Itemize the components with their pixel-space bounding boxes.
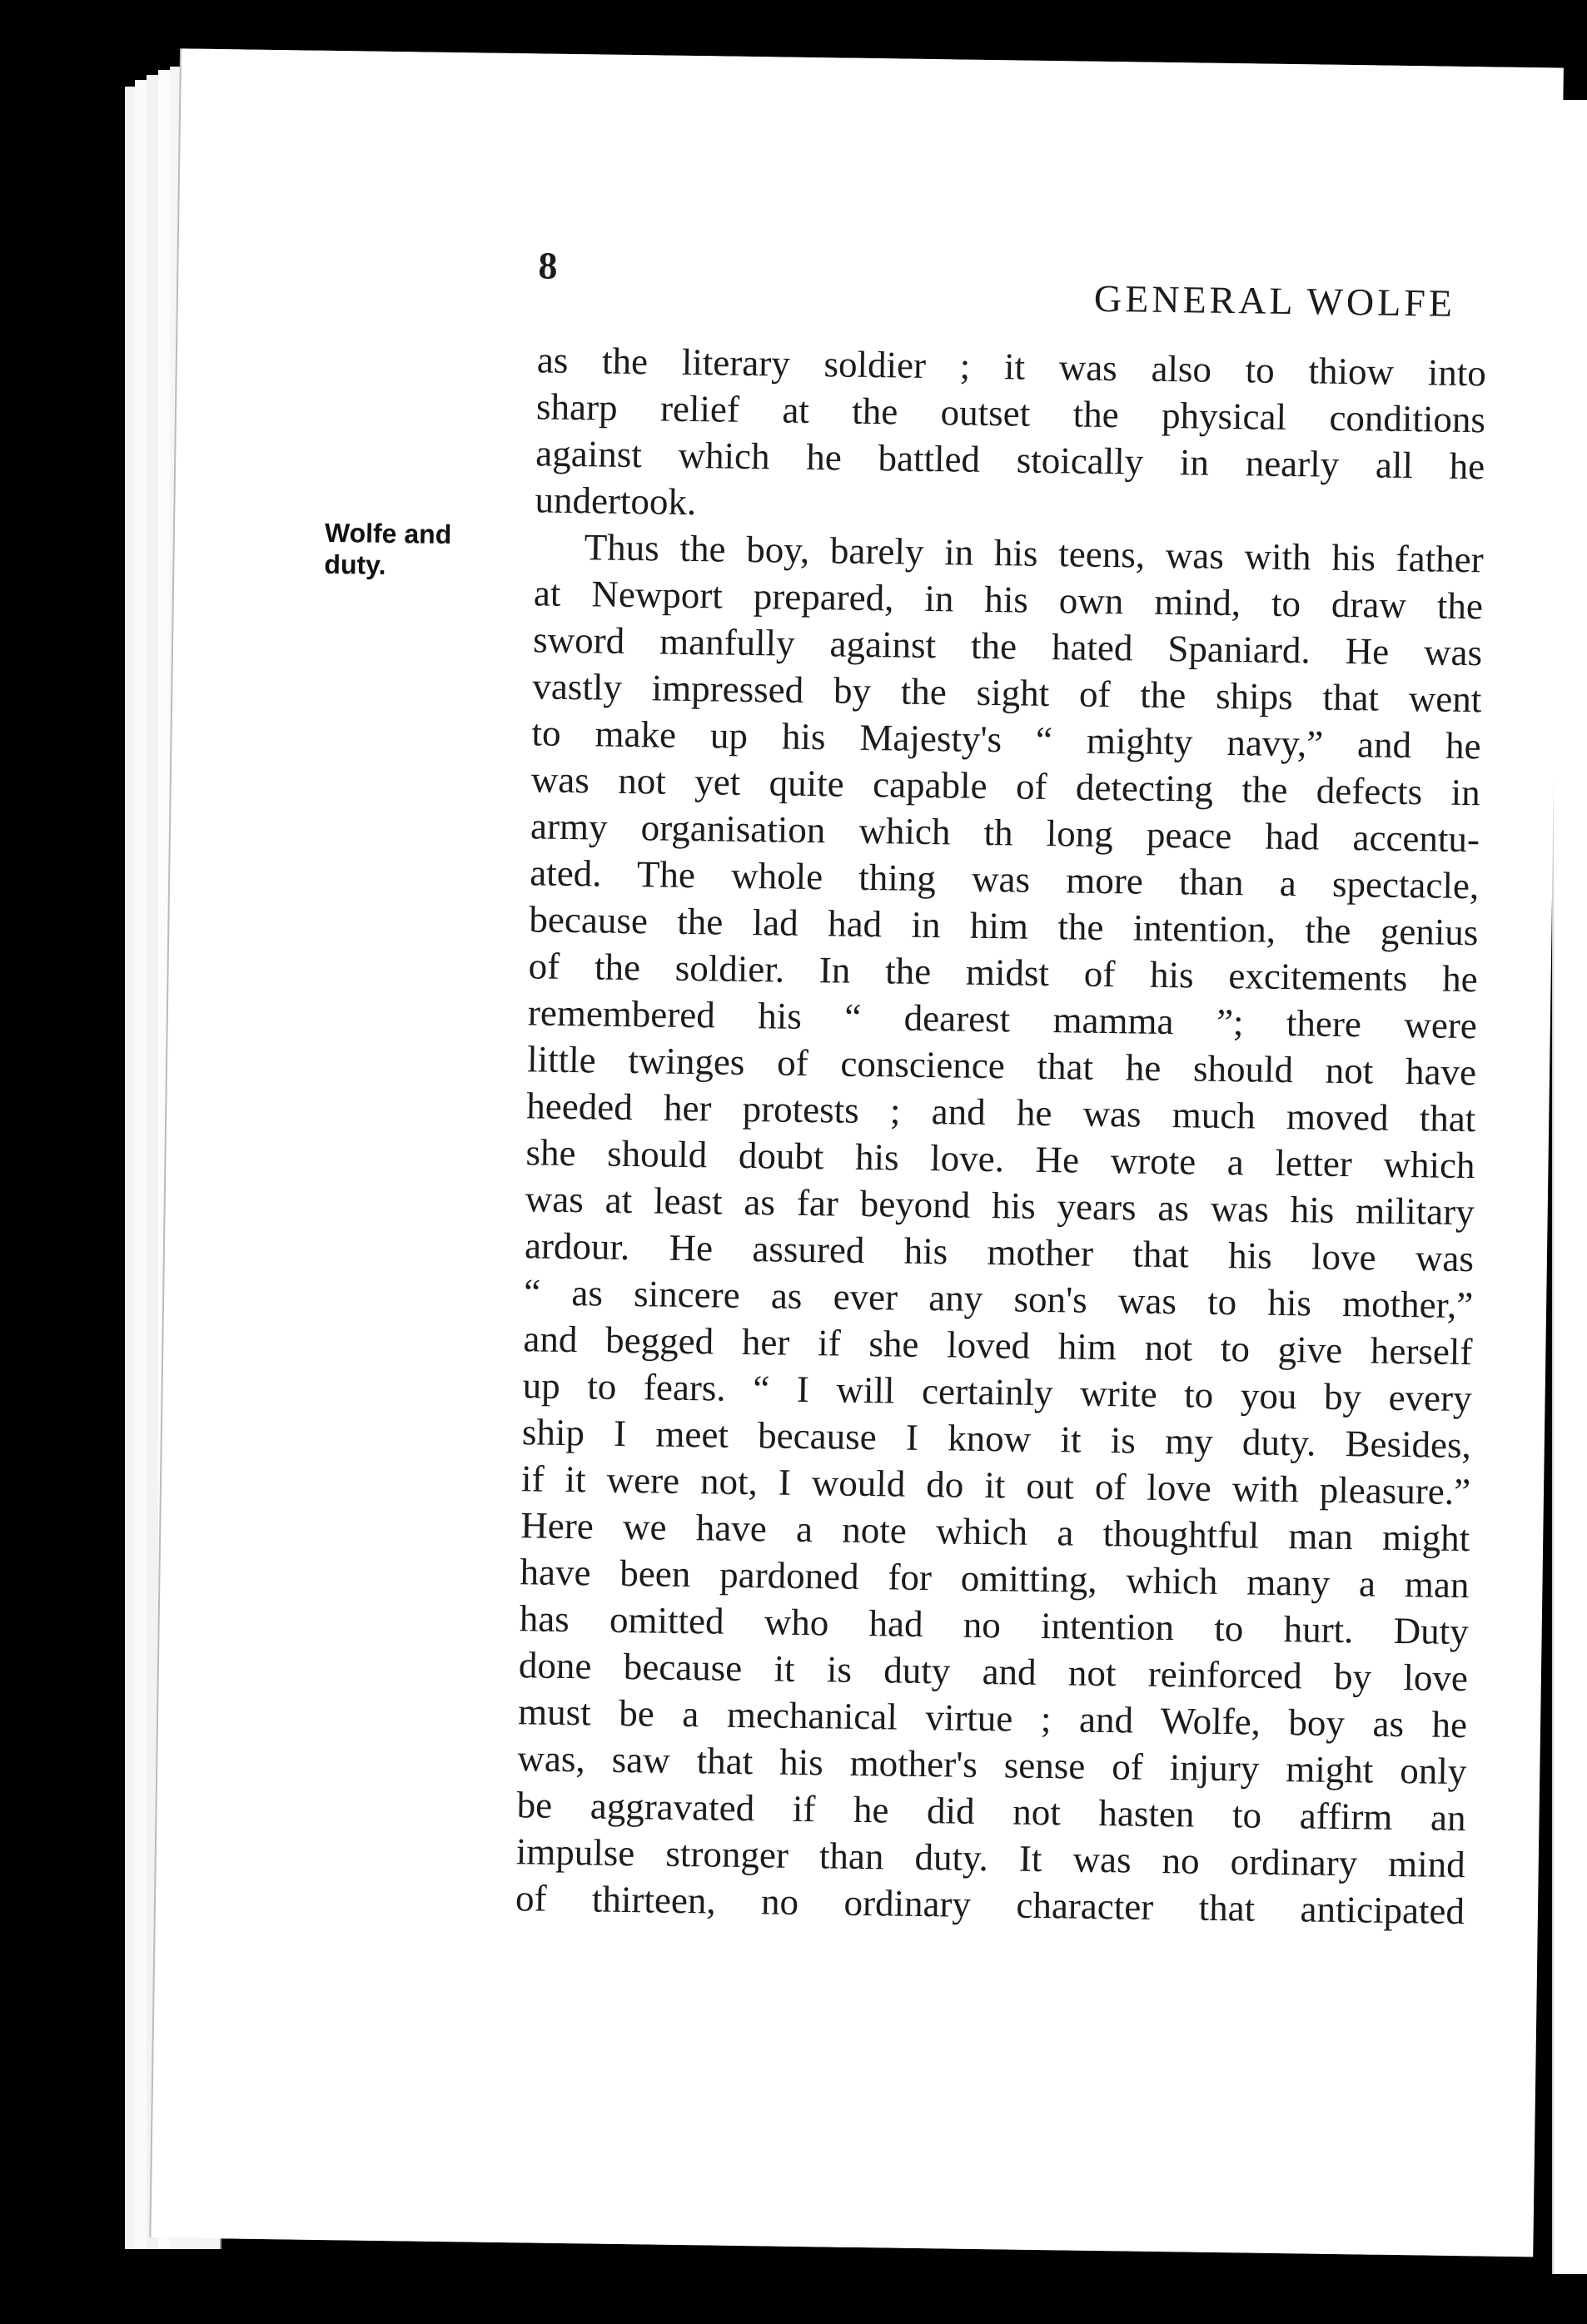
- body-text: [515, 336, 1486, 1934]
- text-line: done because it is duty and not reinforced by love: [518, 1644, 1469, 1700]
- text-line: was not yet quite capable of detecting the defects in: [530, 758, 1481, 814]
- text-line: ardour. He assured his mother that his love was: [524, 1224, 1475, 1280]
- margin-note-line: Wolfe and: [324, 517, 452, 549]
- text-line: Here we have a note which a thoughtful man might: [520, 1504, 1470, 1560]
- text-line: vastly impressed by the sight of the ships that went: [532, 665, 1482, 721]
- text-line: was, saw that his mother's sense of injury might only: [517, 1737, 1467, 1793]
- text-line: sharp relief at the outset the physical conditions: [535, 385, 1486, 441]
- text-line: against which he battled stoically in nearly all he: [535, 432, 1485, 488]
- text-line: has omitted who had no intention to hurt. Duty: [519, 1597, 1470, 1653]
- text-line: little twinges of conscience that he should not have: [526, 1038, 1477, 1094]
- text-line: because the lad had in him the intention, the genius: [529, 898, 1479, 954]
- text-line: sword manfully against the hated Spaniard. He was: [532, 618, 1483, 674]
- margin-note-line: duty.: [324, 549, 386, 580]
- text-line: Thus the boy, barely in his teens, was with his father: [584, 526, 1485, 581]
- text-line: up to fears. “ I will certainly write to you by every: [522, 1364, 1472, 1420]
- text-line: and begged her if she loved him not to give herself: [523, 1318, 1473, 1373]
- text-line: as the literary soldier ; it was also to thiow into: [536, 339, 1487, 395]
- text-line: ship I meet because I know it is my duty. Besides,: [521, 1411, 1472, 1467]
- text-line: of the soldier. In the midst of his excitements he: [528, 945, 1478, 1001]
- text-line: army organisation which th long peace had accentu-: [530, 805, 1480, 861]
- running-title: GENERAL WOLFE: [1093, 276, 1456, 325]
- text-line: at Newport prepared, in his own mind, to draw the: [533, 572, 1484, 628]
- text-line: undertook.: [535, 479, 697, 524]
- text-line: ated. The whole thing was more than a spectacle,: [529, 852, 1480, 907]
- text-line: if it were not, I would do it out of love with pleasure.”: [520, 1457, 1471, 1513]
- text-line: impulse stronger than duty. It was no ordinary mind: [515, 1830, 1466, 1886]
- text-line: have been pardoned for omitting, which many a man: [520, 1551, 1470, 1606]
- text-line: must be a mechanical virtue ; and Wolfe, boy as he: [517, 1691, 1468, 1746]
- text-line: heeded her protests ; and he was much moved that: [526, 1085, 1476, 1140]
- text-line: she should doubt his love. He wrote a letter which: [525, 1131, 1475, 1187]
- text-line: to make up his Majesty's “ mighty navy,” and he: [531, 712, 1481, 767]
- text-line: be aggravated if he did not hasten to affirm an: [516, 1784, 1466, 1840]
- text-line: remembered his “ dearest mamma ”; there were: [527, 991, 1478, 1047]
- margin-note: [324, 517, 508, 583]
- text-line: was at least as far beyond his years as was his military: [525, 1178, 1475, 1234]
- text-line: of thirteen, no ordinary character that anticipated: [515, 1877, 1465, 1933]
- book-page: [151, 48, 1564, 2257]
- text-line: “ as sincere as ever any son's was to his mother,”: [523, 1271, 1474, 1327]
- page-number: 8: [538, 244, 558, 287]
